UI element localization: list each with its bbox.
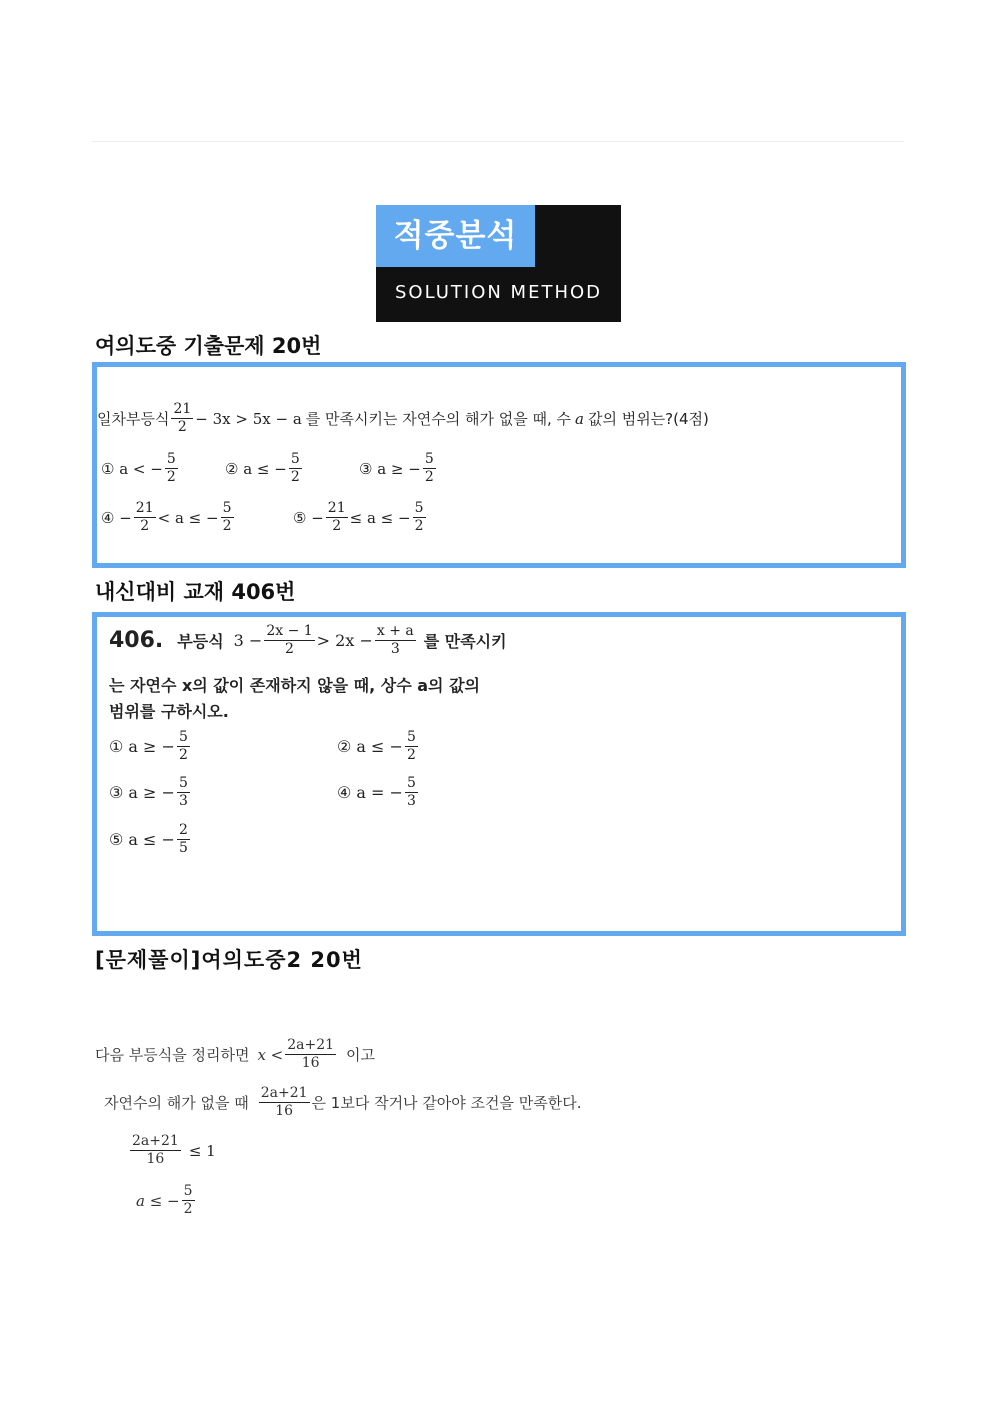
q2-option-2: ② a ≤ − $\frac{5}{2}$ (337, 729, 416, 763)
q2-option-4: ④ a = − $\frac{5}{3}$ (337, 775, 416, 809)
top-divider (92, 141, 904, 142)
solution-banner (376, 205, 621, 322)
q2-number: 406. (109, 628, 164, 653)
q1-suffix2: 값의 범위는?(4점) (587, 410, 709, 428)
solution-line2: 자연수의 해가 없을 때 $\frac{2a+21}{16}$ 은 1보다 작거나 같아야 조건을 만족한다. (104, 1085, 582, 1119)
q1-option-2: ② a ≤ − $\frac{5}{2}$ (225, 451, 300, 485)
q1-stem (97, 401, 709, 436)
q1-frac1: $\frac{21}{2}$ (173, 401, 192, 435)
section2-heading: 내신대비 교재 406번 (95, 580, 296, 604)
q2-option-3: ③ a ≥ − $\frac{5}{3}$ (109, 775, 188, 809)
banner-title: 적중분석 (376, 205, 535, 267)
q1-suffix: 를 만족시키는 자연수의 해가 없을 때, 수 (305, 410, 571, 428)
q2-option-1: ① a ≥ − $\frac{5}{2}$ (109, 729, 188, 763)
q1-option-4: ④ − $\frac{21}{2}$ < a ≤ − $\frac{5}{2}$ (101, 500, 232, 534)
question1-box (92, 362, 906, 568)
q2-stem-line2: 는 자연수 x의 값이 존재하지 않을 때, 상수 a의 값의 (109, 676, 480, 695)
q2-stem-line1: 406. 부등식 3 − $\frac{2x - 1}{2}$ > 2x − $\frac{x + a}{3}$ 를 만족시키 (109, 623, 507, 657)
q1-option-5: ⑤ − $\frac{21}{2}$ ≤ a ≤ − $\frac{5}{2}$ (293, 500, 424, 534)
banner-subtitle: SOLUTION METHOD (394, 282, 603, 303)
q1-option-3: ③ a ≥ − $\frac{5}{2}$ (359, 451, 434, 485)
solution-line1: 다음 부등식을 정리하면 x < $\frac{2a+21}{16}$ 이고 (95, 1037, 376, 1071)
q1-option-1: ① a < − $\frac{5}{2}$ (101, 451, 176, 485)
section3-heading: [문제풀이]여의도중2 20번 (95, 948, 363, 972)
q2-option-5: ⑤ a ≤ − $\frac{2}{5}$ (109, 822, 188, 856)
q1-inequality: − 3x > 5x − a (195, 409, 302, 428)
q1-var: a (575, 409, 584, 428)
section1-heading: 여의도중 기출문제 20번 (95, 334, 322, 358)
solution-line3: $\frac{2a+21}{16}$ ≤ 1 (132, 1133, 216, 1167)
q1-prefix: 일차부등식 (97, 410, 170, 428)
q2-stem-line3: 범위를 구하시오. (109, 702, 229, 721)
solution-line4: a ≤ − $\frac{5}{2}$ (136, 1183, 193, 1217)
question2-box (92, 612, 906, 936)
